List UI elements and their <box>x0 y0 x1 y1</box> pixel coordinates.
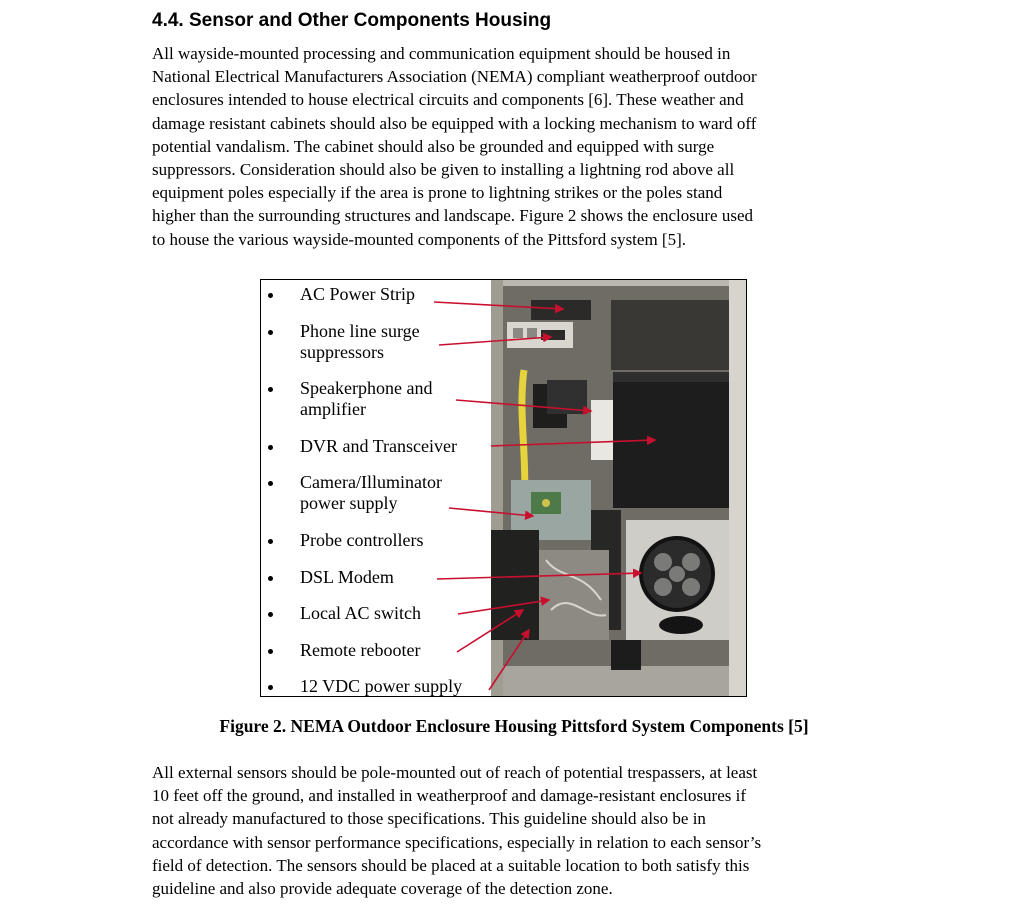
component-list <box>261 280 493 696</box>
paragraph-sensors: All external sensors should be pole-mounted out of reach of potential trespassers, at least 10 feet off the ground, and installed in weatherproof and damage-resistant enclosures if not already manufactured to those specifications. This guideline should also be in accordance with sensor performance specifications, especially in relation to each sensor’s field of detection. The sensors should be placed at a suitable location to both satisfy this guideline and also provide adequate coverage of the detection zone. <box>152 763 762 899</box>
component-label: Camera/Illuminator power supply <box>300 472 442 513</box>
figure-caption: Figure 2. NEMA Outdoor Enclosure Housing Pittsford System Components [5] <box>219 716 809 736</box>
bullet-icon <box>268 330 273 335</box>
section-heading: 4.4. Sensor and Other Components Housing <box>152 10 552 31</box>
bullet-icon <box>268 445 273 450</box>
bullet-icon <box>268 612 273 617</box>
component-label: Speakerphone and amplifier <box>300 378 433 419</box>
component-label: 12 VDC power supply <box>300 676 463 696</box>
component-label: Remote rebooter <box>300 640 421 660</box>
bullet-icon <box>268 481 273 486</box>
component-label: DVR and Transceiver <box>300 436 457 456</box>
bullet-icon <box>268 576 273 581</box>
bullet-icon <box>268 539 273 544</box>
bullet-icon <box>268 387 273 392</box>
bullet-icon <box>268 685 273 690</box>
bullet-icon <box>268 293 273 298</box>
enclosure-photo <box>491 280 747 697</box>
component-label: DSL Modem <box>300 567 394 587</box>
component-label: Local AC switch <box>300 603 421 623</box>
component-label: Phone line surge suppressors <box>300 321 420 362</box>
component-label: Probe controllers <box>300 530 424 550</box>
paragraph-enclosure: All wayside-mounted processing and communication equipment should be housed in National Electrical Manufacturers Association (NEMA) compliant weatherproof outdoor enclosures intended to house electrical circuits and components [6]. These weather and damage resistant cabinets should also be equipped with a locking mechanism to ward off potential vandalism. The cabinet should also be grounded and equipped with surge suppressors. Consideration should also be given to installing a lightning rod above all equipment poles especially if the area is prone to lightning strikes or the poles stand higher than the surrounding structures and landscape. Figure 2 shows the enclosure used to house the various wayside-mounted components of the Pittsford system [5]. <box>152 44 757 249</box>
component-label: AC Power Strip <box>300 284 416 304</box>
bullet-icon <box>268 649 273 654</box>
figure-2 <box>260 279 747 697</box>
